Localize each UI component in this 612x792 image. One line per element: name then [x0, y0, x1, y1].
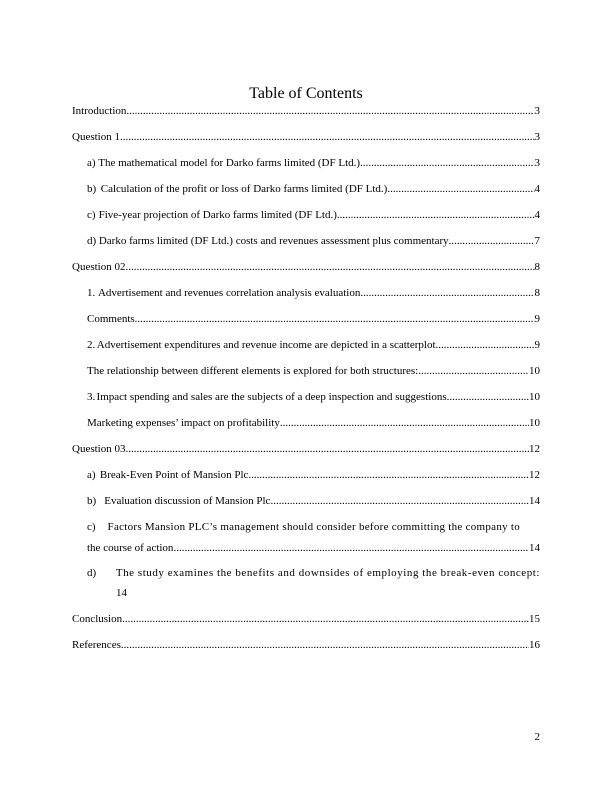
toc-label: The study examines the benefits and downsides of employing the break-even concept: [115, 567, 540, 579]
toc-leader [418, 364, 529, 378]
toc-label: Conclusion [72, 613, 123, 625]
toc-entry-q2-3[interactable] [87, 390, 540, 404]
toc-page: 4 [534, 183, 540, 195]
toc-entry-q3-d-line1[interactable] [87, 566, 540, 580]
toc-leader [120, 130, 535, 144]
toc-page: 14 [529, 495, 540, 507]
toc-page: 3 [534, 131, 540, 143]
toc-label: Marketing expenses’ impact on profitability [87, 417, 280, 429]
toc-label: References [72, 639, 121, 651]
toc-entry-relationship[interactable] [87, 364, 540, 378]
toc-page: 16 [529, 639, 540, 651]
toc-entry-question-03[interactable] [72, 442, 540, 456]
toc-leader [135, 312, 535, 326]
toc-entry-q2-1[interactable] [87, 286, 540, 300]
toc-marker: 3. [87, 391, 96, 403]
toc-label: Darko farms limited (DF Ltd.) costs and revenues assessment plus commentary [98, 235, 449, 247]
toc-marker: 1. [87, 287, 96, 299]
toc-leader [248, 468, 529, 482]
toc-page: 10 [529, 417, 540, 429]
toc-leader [387, 182, 534, 196]
toc-entry-q3-a[interactable] [87, 468, 540, 482]
toc-label: Evaluation discussion of Mansion Plc [104, 495, 271, 507]
toc-leader [447, 390, 529, 404]
toc-entry-q3-d-line2[interactable] [116, 586, 176, 600]
toc-page: 10 [529, 365, 540, 377]
toc-entry-question-02[interactable] [72, 260, 540, 274]
toc-page: 8 [534, 261, 540, 273]
toc-leader [121, 638, 529, 652]
toc-marker: b) [87, 183, 97, 195]
toc-page: 9 [534, 339, 540, 351]
toc-page: 9 [534, 313, 540, 325]
toc-page: 8 [534, 287, 540, 299]
toc-marker: a) [87, 469, 96, 481]
toc-label: Advertisement and revenues correlation analysis evaluation [97, 287, 361, 299]
toc-entry-comments[interactable] [87, 312, 540, 326]
toc-entry-q1-d[interactable] [87, 234, 540, 248]
toc-page: 3 [534, 105, 540, 117]
toc-page: 10 [529, 391, 540, 403]
toc-label: The relationship between different elements is explored for both structures: [87, 365, 419, 377]
toc-entry-q1-b[interactable] [87, 182, 540, 196]
toc-page: 14 [529, 542, 540, 554]
toc-label: Question 1 [72, 131, 120, 143]
toc-label: The mathematical model for Darko farms limited (DF Ltd.) [98, 157, 361, 169]
toc-page: 7 [534, 235, 540, 247]
toc-leader [125, 260, 534, 274]
toc-label: Question 03 [72, 443, 126, 455]
page-title: Table of Contents [249, 85, 363, 102]
toc-marker: c) [87, 521, 96, 533]
toc-marker: d) [87, 235, 97, 247]
toc-label: Five-year projection of Darko farms limited (DF Ltd.) [98, 209, 337, 221]
toc-leader [360, 286, 534, 300]
toc-leader [173, 541, 529, 555]
toc-page: 15 [529, 613, 540, 625]
toc-leader [280, 416, 529, 430]
page-number: 2 [534, 731, 540, 743]
toc-marker: a) [87, 157, 96, 169]
toc-label: Impact spending and sales are the subjects of a deep inspection and suggestions [96, 391, 447, 403]
toc-leader [270, 494, 529, 508]
toc-entry-references[interactable] [72, 638, 540, 652]
toc-entry-q3-c-line1[interactable] [87, 520, 540, 534]
toc-page: 14 [116, 587, 127, 599]
toc-entry-q1-a[interactable] [87, 156, 540, 170]
toc-entry-q2-2[interactable] [87, 338, 540, 352]
toc-marker: c) [87, 209, 96, 221]
toc-marker: b) [87, 495, 97, 507]
toc-label: Comments [87, 313, 135, 325]
toc-page: 3 [534, 157, 540, 169]
toc-entry-introduction[interactable] [72, 104, 540, 118]
toc-entry-q3-b[interactable] [87, 494, 540, 508]
toc-label: Break-Even Point of Mansion Plc [99, 469, 249, 481]
toc-label: Factors Mansion PLC’s management should consider before committing the company to [107, 521, 521, 533]
toc-label: Calculation of the profit or loss of Darko farms limited (DF Ltd.) [100, 183, 388, 195]
toc-label: Introduction [72, 105, 127, 117]
toc-marker: d) [87, 567, 97, 579]
toc-leader [125, 442, 529, 456]
toc-entry-q1-c[interactable] [87, 208, 540, 222]
toc-label: the course of action [87, 542, 174, 554]
toc-entry-marketing[interactable] [87, 416, 540, 430]
toc-entry-q3-c-line2[interactable] [87, 541, 540, 555]
toc-leader [122, 612, 529, 626]
toc-page: 4 [534, 209, 540, 221]
toc-page: 12 [529, 469, 540, 481]
toc-leader [436, 338, 535, 352]
toc-leader [126, 104, 534, 118]
toc-leader [449, 234, 535, 248]
toc-leader [360, 156, 534, 170]
toc-label: Advertisement expenditures and revenue income are depicted in a scatterplot [96, 339, 436, 351]
toc-marker: 2. [87, 339, 96, 351]
toc-entry-question-1[interactable] [72, 130, 540, 144]
toc-entry-conclusion[interactable] [72, 612, 540, 626]
toc-label: Question 02 [72, 261, 126, 273]
toc-page: 12 [529, 443, 540, 455]
toc-leader [337, 208, 535, 222]
